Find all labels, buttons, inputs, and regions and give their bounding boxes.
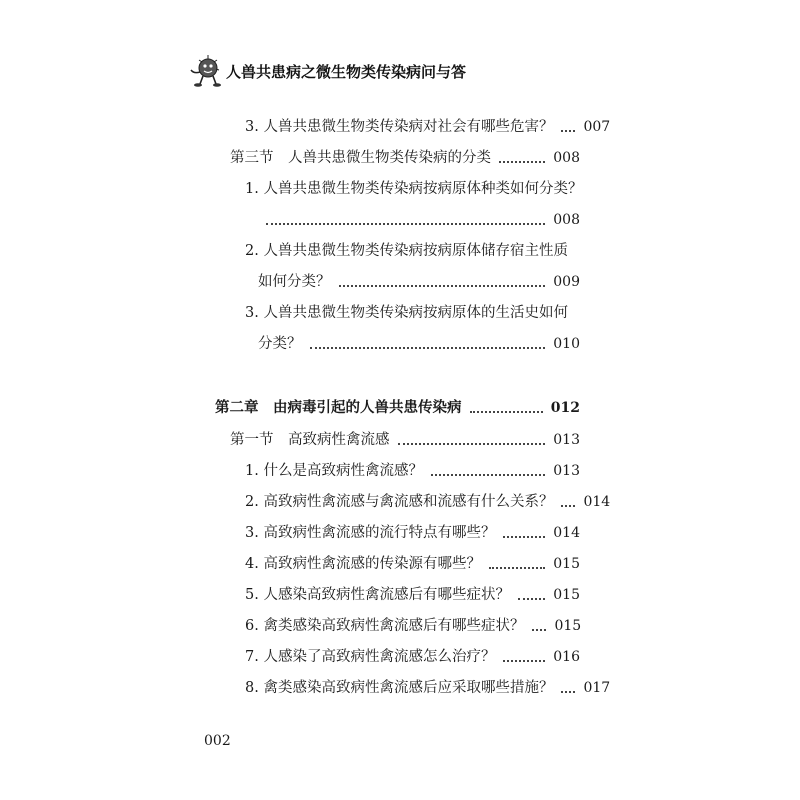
dot-leader: [499, 160, 545, 163]
toc-entry[interactable]: [245, 236, 580, 260]
dot-leader: [518, 597, 545, 600]
toc-page-number: 015: [554, 618, 582, 634]
toc-entry-text: 8. 禽类感染高致病性禽流感后应采取哪些措施？: [245, 680, 554, 696]
page-number: 002: [204, 733, 231, 749]
toc-entry[interactable]: [245, 673, 611, 697]
toc-entry[interactable]: [245, 611, 580, 635]
toc-page-number: 017: [583, 680, 611, 696]
toc-page-number: 009: [553, 274, 580, 290]
toc-entry-text: 第二章 由病毒引起的人兽共患传染病: [215, 400, 462, 416]
toc-page-number: 015: [553, 556, 580, 572]
toc-entry-text: 3. 人兽共患微生物类传染病对社会有哪些危害？: [245, 119, 554, 135]
dot-leader: [310, 346, 546, 349]
toc-section[interactable]: [230, 425, 580, 449]
toc-entry[interactable]: [245, 549, 580, 573]
dot-leader: [503, 659, 545, 662]
toc-page-number: 008: [553, 150, 580, 166]
toc-entry-text: 2. 人兽共患微生物类传染病按病原体储存宿主性质: [245, 243, 568, 259]
dot-leader: [561, 129, 575, 132]
dot-leader: [532, 628, 546, 631]
toc-entry[interactable]: [258, 267, 580, 291]
toc-entry-text: 2. 高致病性禽流感与禽流感和流感有什么关系？: [245, 494, 554, 510]
toc-entry[interactable]: [245, 112, 611, 136]
dot-leader: [561, 504, 575, 507]
toc-section[interactable]: [230, 143, 580, 167]
toc-page-number: 014: [583, 494, 611, 510]
toc-page-number: 010: [553, 336, 580, 352]
toc-page-number: 008: [553, 212, 580, 228]
toc-page-number: 016: [553, 649, 580, 665]
dot-leader: [431, 473, 545, 476]
toc-entry[interactable]: [245, 580, 580, 604]
dot-leader: [339, 284, 546, 287]
dot-leader: [470, 410, 543, 413]
toc-entry[interactable]: [245, 456, 580, 480]
toc-entry-text: 如何分类？: [258, 274, 331, 290]
dot-leader: [503, 535, 545, 538]
toc-chapter[interactable]: [215, 393, 580, 417]
toc-page-number: 012: [550, 400, 580, 416]
toc-page-number: 014: [553, 525, 580, 541]
toc-page-number: 013: [553, 463, 580, 479]
dot-leader: [489, 566, 545, 569]
toc-entry-text: 第三节 人兽共患微生物类传染病的分类: [230, 150, 491, 166]
toc-entry-text: 分类？: [258, 336, 302, 352]
toc-entry[interactable]: [245, 174, 583, 198]
toc-entry-text: 1. 人兽共患微生物类传染病按病原体种类如何分类？: [245, 181, 583, 197]
toc-entry[interactable]: [258, 205, 580, 229]
toc-entry-text: 3. 高致病性禽流感的流行特点有哪些？: [245, 525, 496, 541]
dot-leader: [266, 222, 545, 225]
toc-entry-text: 1. 什么是高致病性禽流感？: [245, 463, 423, 479]
toc-entry[interactable]: [258, 329, 580, 353]
dot-leader: [398, 442, 546, 445]
toc-page-number: 015: [553, 587, 580, 603]
toc-entry[interactable]: [245, 518, 580, 542]
toc-entry[interactable]: [245, 487, 611, 511]
dot-leader: [561, 690, 575, 693]
toc-page-number: 007: [583, 119, 611, 135]
toc-entry-text: 4. 高致病性禽流感的传染源有哪些？: [245, 556, 481, 572]
toc-entry[interactable]: [245, 642, 580, 666]
toc-entry[interactable]: [245, 298, 580, 322]
toc-entry-text: 5. 人感染高致病性禽流感后有哪些症状？: [245, 587, 510, 603]
toc-entry-text: 6. 禽类感染高致病性禽流感后有哪些症状？: [245, 618, 525, 634]
toc-entry-text: 第一节 高致病性禽流感: [230, 432, 390, 448]
toc-entry-text: 7. 人感染了高致病性禽流感怎么治疗？: [245, 649, 496, 665]
toc-page-number: 013: [553, 432, 580, 448]
book-title: 人兽共患病之微生物类传染病问与答: [226, 63, 467, 81]
toc-entry-text: 3. 人兽共患微生物类传染病按病原体的生活史如何: [245, 305, 568, 321]
